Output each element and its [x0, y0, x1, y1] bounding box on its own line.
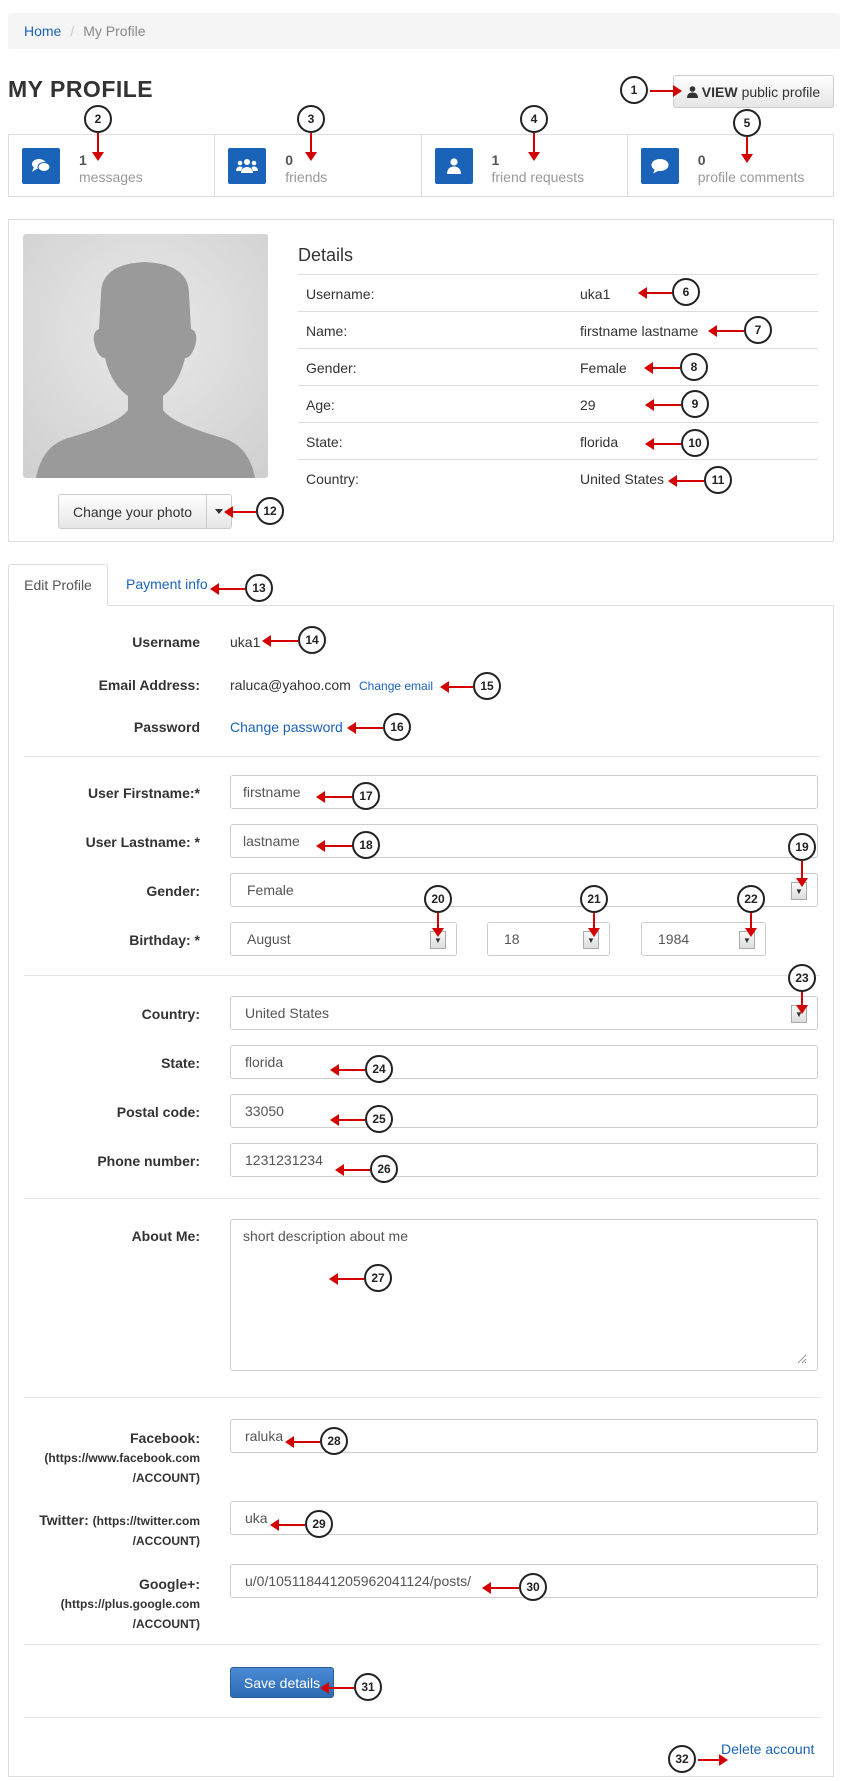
gender-value: Female	[247, 882, 294, 898]
facebook-label: Facebook:	[129, 1430, 200, 1446]
delete-account-link[interactable]: Delete account	[721, 1741, 815, 1757]
user-icon	[435, 148, 473, 184]
details-value: 29	[580, 397, 596, 413]
facebook-label-group	[0, 1428, 200, 1488]
arrow-left-icon	[338, 1119, 365, 1121]
arrow-left-icon	[324, 845, 352, 847]
section-divider	[24, 1198, 820, 1199]
view-public-profile-button[interactable]	[673, 75, 834, 108]
twitter-hint: /ACCOUNT)	[132, 1534, 200, 1548]
password-label: Password	[133, 719, 200, 735]
avatar-silhouette-icon	[23, 234, 268, 478]
stat-profile-comments[interactable]	[628, 135, 833, 196]
arrow-down-icon	[593, 913, 595, 929]
google-hint: (https://plus.google.com	[60, 1597, 200, 1611]
page-title: MY PROFILE	[8, 76, 154, 102]
details-key: Username:	[306, 286, 375, 302]
arrow-down-icon	[750, 913, 752, 929]
username-value: uka1	[230, 634, 261, 650]
details-value: United States	[580, 471, 665, 487]
arrow-left-icon	[343, 1169, 370, 1171]
details-row	[298, 385, 818, 422]
chevron-down-icon[interactable]: ▼	[739, 931, 755, 949]
callout-marker: 30	[519, 1573, 547, 1601]
change-email-link[interactable]: Change email	[359, 679, 434, 693]
callout-marker: 13	[245, 574, 273, 602]
arrow-left-icon	[448, 686, 473, 688]
breadcrumb	[8, 13, 840, 49]
callout-marker: 15	[473, 672, 501, 700]
stat-count: 1	[491, 152, 500, 168]
breadcrumb-current: My Profile	[83, 23, 146, 39]
callout-marker: 4	[520, 105, 548, 133]
tab-edit-profile[interactable]: Edit Profile	[8, 564, 108, 606]
details-row	[298, 422, 818, 459]
avatar	[23, 234, 268, 478]
arrow-down-icon	[97, 133, 99, 153]
details-key: Country:	[306, 471, 359, 487]
country-select[interactable]	[230, 996, 818, 1030]
country-value: United States	[245, 1005, 330, 1021]
postal-code-input[interactable]	[230, 1094, 818, 1128]
callout-marker: 24	[365, 1055, 393, 1083]
arrow-left-icon	[270, 640, 298, 642]
arrow-left-icon	[278, 1524, 305, 1526]
google-label: Google+:	[138, 1576, 200, 1592]
postal-code-value: 33050	[245, 1103, 284, 1119]
arrow-left-icon	[293, 1441, 320, 1443]
breadcrumb-separator: /	[70, 23, 75, 39]
stat-count: 0	[285, 152, 294, 168]
phone-label: Phone number:	[97, 1153, 200, 1169]
details-row	[298, 348, 818, 385]
birth-month-value: August	[247, 931, 291, 947]
arrow-down-icon	[533, 133, 535, 153]
public-profile-label: public profile	[741, 83, 821, 100]
arrow-down-icon	[310, 133, 312, 153]
stat-friend-requests[interactable]	[422, 135, 628, 196]
about-me-value: short description about me	[243, 1228, 408, 1244]
callout-marker: 29	[305, 1510, 333, 1538]
arrow-left-icon	[337, 1278, 364, 1280]
twitter-hint: (https://twitter.com	[92, 1514, 200, 1528]
details-value: Female	[580, 360, 627, 376]
chevron-down-icon[interactable]: ▼	[583, 931, 599, 949]
arrow-left-icon	[324, 796, 352, 798]
email-value: raluca@yahoo.com	[230, 677, 351, 693]
email-label: Email Address:	[98, 677, 200, 693]
callout-marker: 8	[680, 353, 708, 381]
arrow-left-icon	[232, 511, 256, 513]
details-key: Gender:	[306, 360, 357, 376]
resize-handle-icon[interactable]	[797, 1354, 807, 1364]
breadcrumb-home-link[interactable]: Home	[24, 23, 62, 39]
google-hint: /ACCOUNT)	[132, 1617, 200, 1631]
callout-marker: 31	[354, 1673, 382, 1701]
state-input[interactable]	[230, 1045, 818, 1079]
section-divider	[24, 1644, 820, 1645]
arrow-down-icon	[437, 913, 439, 929]
details-value: firstname lastname	[580, 323, 699, 339]
birthday-label: Birthday: *	[129, 932, 200, 948]
firstname-value: firstname	[243, 784, 301, 800]
facebook-hint: (https://www.facebook.com	[44, 1451, 200, 1465]
user-icon	[687, 86, 698, 98]
section-divider	[24, 975, 820, 976]
username-label: Username	[132, 634, 200, 650]
google-value: u/0/105118441205962041124/posts/	[245, 1573, 472, 1589]
arrow-left-icon	[653, 443, 681, 445]
callout-marker: 11	[704, 466, 732, 494]
section-divider	[24, 756, 820, 757]
view-label: VIEW	[701, 83, 738, 100]
section-divider	[24, 1397, 820, 1398]
callout-marker: 5	[733, 109, 761, 137]
arrow-left-icon	[676, 480, 704, 482]
stat-count: 0	[697, 152, 706, 168]
stats-bar	[8, 134, 834, 197]
about-me-label: About Me:	[131, 1228, 200, 1244]
phone-input[interactable]	[230, 1143, 818, 1177]
stat-label: friends	[285, 169, 328, 185]
callout-marker: 17	[352, 782, 380, 810]
facebook-value: raluka	[245, 1428, 284, 1444]
lastname-label: User Lastname: *	[85, 834, 200, 850]
callout-marker: 2	[84, 105, 112, 133]
chevron-down-icon[interactable]: ▼	[791, 882, 807, 900]
callout-marker: 26	[370, 1155, 398, 1183]
callout-marker: 16	[383, 713, 411, 741]
birth-year-value: 1984	[658, 931, 690, 947]
twitter-label-group	[0, 1510, 200, 1551]
arrow-right-icon	[698, 1759, 720, 1761]
postal-code-label: Postal code:	[116, 1104, 200, 1120]
stat-label: messages	[79, 169, 143, 185]
facebook-input[interactable]	[230, 1419, 818, 1453]
stat-label: friend requests	[491, 169, 585, 185]
callout-marker: 22	[737, 885, 765, 913]
comment-icon	[641, 148, 679, 184]
chevron-down-icon[interactable]: ▼	[791, 1005, 807, 1023]
callout-marker: 12	[256, 497, 284, 525]
details-title: Details	[298, 245, 354, 265]
callout-marker: 1	[620, 76, 648, 104]
arrow-left-icon	[218, 588, 245, 590]
details-row	[298, 274, 818, 311]
stat-label: profile comments	[697, 169, 805, 185]
callout-marker: 32	[668, 1745, 696, 1773]
callout-marker: 25	[365, 1105, 393, 1133]
section-divider	[24, 1717, 820, 1718]
phone-value: 1231231234	[245, 1152, 323, 1168]
birth-day-value: 18	[504, 931, 520, 947]
callout-marker: 23	[788, 964, 816, 992]
about-me-textarea[interactable]	[230, 1219, 818, 1371]
stat-messages[interactable]	[9, 135, 215, 196]
arrow-down-icon	[801, 992, 803, 1006]
details-key: Age:	[306, 397, 335, 413]
details-key: State:	[306, 434, 343, 450]
arrow-left-icon	[490, 1587, 519, 1589]
twitter-value: uka	[245, 1510, 268, 1526]
callout-marker: 21	[580, 885, 608, 913]
users-icon	[228, 148, 266, 184]
change-password-link[interactable]: Change password	[230, 719, 343, 735]
details-value: uka1	[580, 286, 611, 302]
arrow-left-icon	[338, 1069, 365, 1071]
stat-count: 1	[79, 152, 87, 168]
save-details-button[interactable]: Save details	[230, 1667, 334, 1698]
callout-marker: 18	[352, 831, 380, 859]
callout-marker: 6	[672, 278, 700, 306]
arrow-left-icon	[646, 292, 672, 294]
arrow-down-icon	[746, 137, 748, 155]
tab-payment-info[interactable]: Payment info	[126, 576, 208, 592]
firstname-label: User Firstname:*	[87, 785, 200, 801]
details-table	[298, 274, 818, 496]
callout-marker: 14	[298, 626, 326, 654]
birth-month-select[interactable]	[230, 922, 457, 956]
state-value: florida	[245, 1054, 284, 1070]
country-label: Country:	[141, 1006, 200, 1022]
callout-marker: 27	[364, 1264, 392, 1292]
google-label-group	[0, 1574, 200, 1634]
callout-marker: 20	[424, 885, 452, 913]
state-label: State:	[161, 1055, 200, 1071]
arrow-left-icon	[716, 330, 744, 332]
stat-friends[interactable]	[215, 135, 421, 196]
lastname-value: lastname	[243, 833, 300, 849]
arrow-left-icon	[653, 404, 681, 406]
details-row	[298, 459, 818, 496]
callout-marker: 10	[681, 429, 709, 457]
callout-marker: 28	[320, 1427, 348, 1455]
details-value: florida	[580, 434, 619, 450]
twitter-label: Twitter:	[39, 1512, 89, 1528]
facebook-hint: /ACCOUNT)	[132, 1471, 200, 1485]
arrow-left-icon	[328, 1687, 354, 1689]
change-photo-button[interactable]	[58, 494, 232, 529]
callout-marker: 3	[297, 105, 325, 133]
arrow-left-icon	[355, 727, 383, 729]
gender-label: Gender:	[146, 883, 200, 899]
callout-marker: 7	[744, 316, 772, 344]
change-photo-label[interactable]: Change your photo	[59, 495, 207, 528]
details-key: Name:	[306, 323, 348, 339]
arrow-down-icon	[801, 861, 803, 879]
chevron-down-icon[interactable]: ▼	[430, 931, 446, 949]
arrow-left-icon	[652, 367, 680, 369]
callout-marker: 19	[788, 833, 816, 861]
gender-select[interactable]	[230, 873, 818, 907]
callout-marker: 9	[681, 390, 709, 418]
comments-icon	[22, 148, 60, 184]
arrow-right-icon	[650, 90, 674, 92]
